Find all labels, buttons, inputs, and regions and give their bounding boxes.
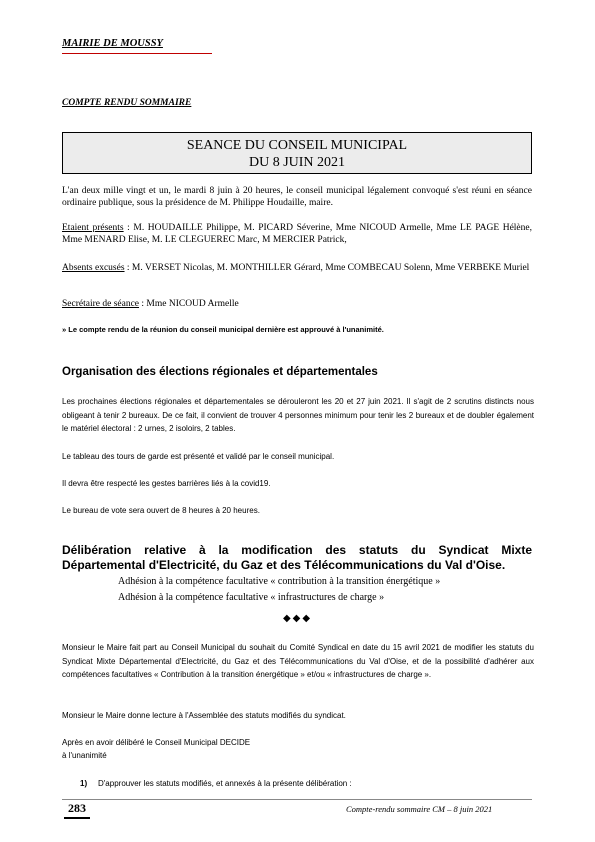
- approval-note: » Le compte rendu de la réunion du conseil municipal dernière est approuvé à l'unanimité.: [62, 325, 384, 334]
- document-type: COMPTE RENDU SOMMAIRE: [62, 98, 192, 108]
- section1-paragraph-2: Le tableau des tours de garde est présenté et validé par le conseil municipal.: [62, 452, 335, 461]
- title-box: [62, 132, 532, 174]
- section1-paragraph-4: Le bureau de vote sera ouvert de 8 heures à 20 heures.: [62, 506, 260, 515]
- section2-subheading-2: Adhésion à la compétence facultative « infrastructures de charge »: [118, 592, 385, 603]
- absent-label: Absents excusés: [62, 263, 125, 273]
- title-line-1: SEANCE DU CONSEIL MUNICIPAL: [186, 138, 408, 153]
- section1-paragraph-3: Il devra être respecté les gestes barrières liés à la covid19.: [62, 479, 271, 488]
- section2-subheading-1: Adhésion à la compétence facultative « contribution à la transition énergétique »: [118, 576, 441, 587]
- decision-item-1: [80, 779, 352, 788]
- section1-heading: Organisation des élections régionales et départementales: [62, 366, 378, 378]
- organization-name: MAIRIE DE MOUSSY: [62, 38, 163, 49]
- secretary-name: : Mme NICOUD Armelle: [139, 299, 239, 309]
- header-rule: [62, 53, 212, 54]
- present-list: : M. HOUDAILLE Philippe, M. PICARD Séverine, Mme NICOUD Armelle, Mme LE PAGE Hélène, Mme MENARD Elise, M. LE CLEGUEREC Marc, M MERCIER Patrick,: [62, 223, 532, 245]
- absent-members: [62, 262, 532, 274]
- absent-list: : M. VERSET Nicolas, M. MONTHILLER Gérard, Mme COMBECAU Solenn, Mme VERBEKE Muriel: [124, 263, 530, 273]
- section1-paragraph-1: Les prochaines élections régionales et départementales se dérouleront les 20 et 27 juin 2021. Il s'agit de 2 scrutins distincts nous obligeant à tenir 2 bureaux. De ce fait, il convient de trouver 4 personnes minimum pour tenir les 2 bureaux et de doubler également le matériel électoral : 2 urnes, 2 isoloirs, 2 tables.: [62, 397, 534, 433]
- section2-heading: Délibération relative à la modification des statuts du Syndicat Mixte Départemental d'Electricité, du Gaz et des Télécommunications du Val d'Oise.: [62, 543, 532, 572]
- decision-item-number: 1): [80, 779, 88, 788]
- secretary: [62, 298, 532, 310]
- footer-text: Compte-rendu sommaire CM – 8 juin 2021: [346, 804, 493, 814]
- present-members: [62, 222, 532, 246]
- section-separator: ◆◆◆: [282, 613, 313, 624]
- decision-item-text: D'approuver les statuts modifiés, et annexés à la présente délibération :: [98, 779, 352, 788]
- secretary-label: Secrétaire de séance: [62, 299, 140, 309]
- footer-rule: [62, 799, 532, 800]
- title-line-2: DU 8 JUIN 2021: [248, 155, 346, 170]
- section2-decision-line-1: Après en avoir délibéré le Conseil Municipal DECIDE: [62, 738, 251, 747]
- section2-paragraph-2: Monsieur le Maire donne lecture à l'Assemblée des statuts modifiés du syndicat.: [62, 711, 346, 720]
- section2-paragraph-1: Monsieur le Maire fait part au Conseil Municipal du souhait du Comité Syndical en date du 15 avril 2021 de modifier les statuts du Syndicat Mixte Départemental d'Electricité, du Gaz et des Télécommunications du Val d'Oise, et de la possibilité d'adhérer aux compétences facultatives « Contribution à la transition énergétique » et/ou « infrastructures de charge ».: [62, 643, 534, 679]
- section2-decision-line-2: à l'unanimité: [62, 751, 107, 760]
- intro-paragraph: L'an deux mille vingt et un, le mardi 8 juin à 20 heures, le conseil municipal légalement convoqué s'est réuni en séance ordinaire publique, sous la présidence de M. Philippe Houdaille, maire.: [62, 186, 532, 208]
- page-number-underline: [64, 817, 90, 819]
- page-number: 283: [68, 801, 86, 815]
- present-label: Etaient présents: [62, 223, 124, 233]
